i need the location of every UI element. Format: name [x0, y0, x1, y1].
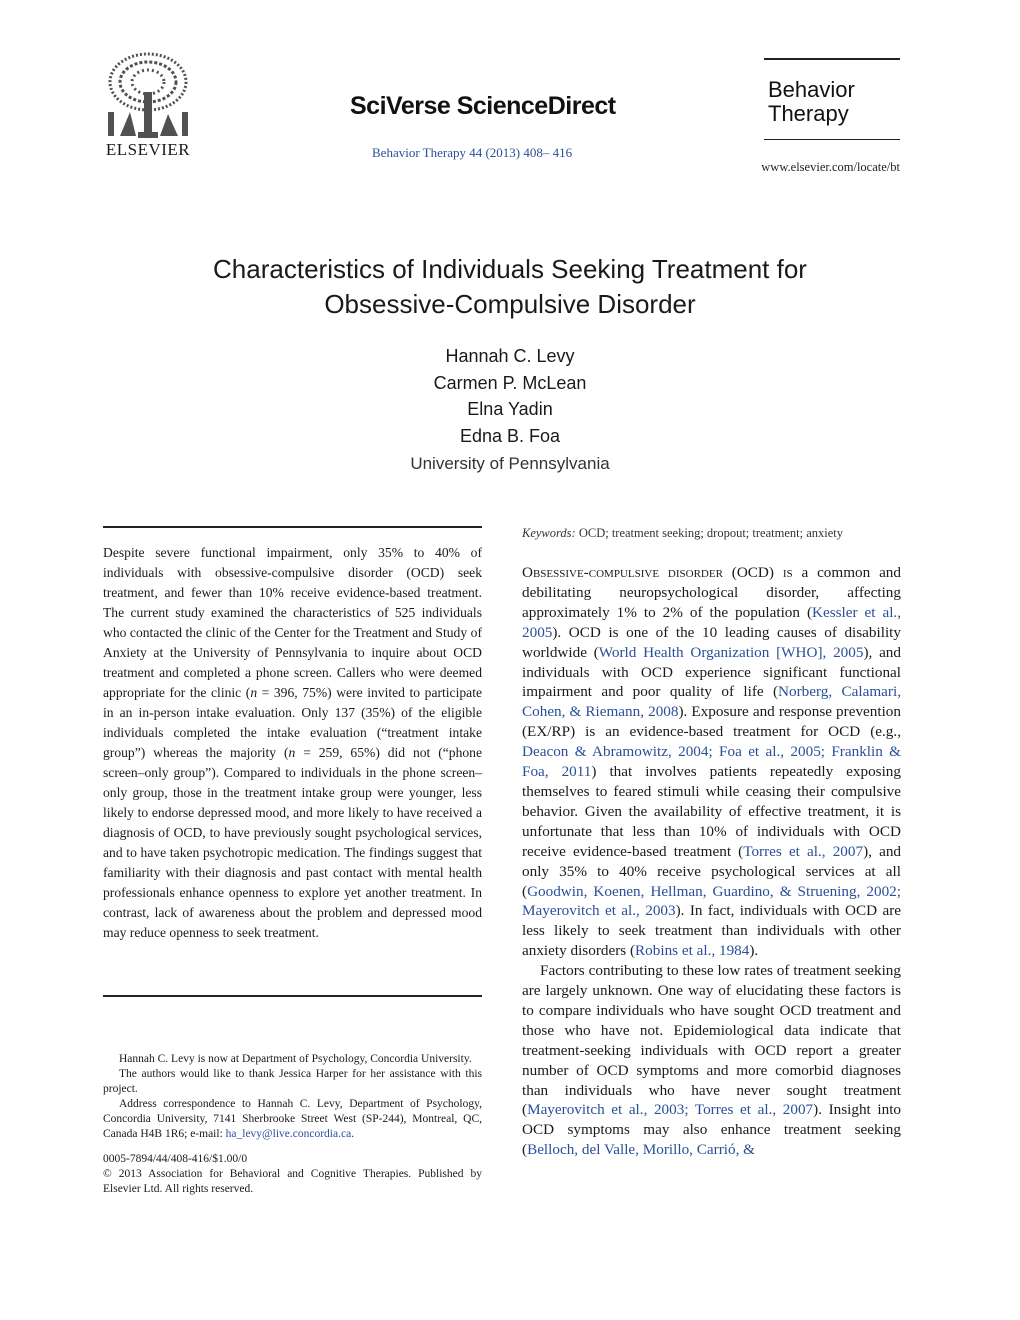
keywords-label: Keywords: — [522, 526, 576, 540]
citation-link[interactable]: Torres et al., 2007 — [743, 842, 864, 860]
body-text — [522, 563, 901, 1160]
journal-name — [768, 78, 855, 126]
author-1: Hannah C. Levy — [445, 346, 575, 366]
abstract-text: Despite severe functional impairment, only 35% to 40% of individuals with obsessive-compulsive disorder (OCD) seek treatment, and fewer than 10% receive evidence-based treatment. The current study examined the characteristics of 525 individuals who contacted the clinic of the Center for the Treatment and Study of Anxiety at the University of Pennsylvania to inquire about OCD treatment and completed a phone screen. Callers who were deemed appropriate for the clinic (n = 396, 75%) were invited to participate in an in-person intake evaluation. Only 137 (35%) of the eligible individuals completed the intake evaluation (“treatment intake group”) whereas the majority (n = 259, 65%) did not (“phone screen–only group”). Compared to individuals in the phone screen–only group, those in the treatment intake group were younger, less likely to endorse depressed mood, and more likely to have received a diagnosis of OCD, to have previously sought psychological services, and to have taken psychotropic medication. The findings suggest that familiarity with their diagnosis and past contact with mental health professionals enhance openness to explore yet another treatment. In contrast, lack of awareness about the problem and depressed mood may reduce openness to seek treatment. — [103, 545, 483, 940]
citation-link[interactable]: Robins et al., 1984 — [635, 942, 750, 960]
journal-url[interactable]: www.elsevier.com/locate/bt — [761, 160, 900, 174]
citation-link[interactable]: World Health Organization [WHO], 2005 — [598, 643, 864, 661]
journal-rule-top — [764, 58, 900, 60]
issn-line: 0005-7894/44/408-416/$1.00/0 — [103, 1153, 248, 1165]
publisher-name: ELSEVIER — [105, 140, 191, 159]
paragraph-2: Factors contributing to these low rates of treatment seeking are largely unknown. One way of elucidating these factors is to compare individuals who have sought OCD treatment and those who have not. Epidemiological data indicate that treatment-seeking individuals with OCD report a greater number of OCD symptoms and more comorbid diagnoses than individuals who have never sought treatment (Mayerovitch et al., 2003; Torres et al., 2007). Insight into OCD symptoms may also enhance treatment seeking (Belloch, del Valle, Morillo, Carrió, & — [522, 962, 902, 1159]
citation-link[interactable]: Deacon & Abramowitz, 2004; Foa et al., 2005; Franklin & Foa, 2011 — [522, 743, 901, 781]
journal-name-line1: Behavior — [768, 77, 855, 102]
keywords-list: OCD; treatment seeking; dropout; treatment; anxiety — [575, 526, 843, 540]
article-title — [100, 252, 920, 322]
journal-rule-bottom — [764, 139, 900, 140]
footnote-correspondence: Address correspondence to Hannah C. Levy, Department of Psychology, Concordia University, 7141 Sherbrooke Street West (SP-244), Montreal, QC, Canada H4B 1R6; e-mail: ha_levy@live.concordia.ca. — [103, 1098, 482, 1140]
copyright-line: © 2013 Association for Behavioral and Cognitive Therapies. Published by Elsevier Ltd. All rights reserved. — [103, 1168, 482, 1195]
abstract-rule-top — [103, 526, 482, 528]
abstract — [103, 543, 482, 943]
author-4: Edna B. Foa — [459, 426, 561, 446]
author-2: Carmen P. McLean — [433, 373, 587, 393]
citation-link[interactable]: Mayerovitch et al., 2003; Torres et al., 2007 — [527, 1101, 814, 1119]
platform-name[interactable]: SciVerse ScienceDirect — [350, 92, 616, 120]
affiliation: University of Pennsylvania — [410, 454, 610, 473]
author-3: Elna Yadin — [467, 399, 553, 419]
title-line1: Characteristics of Individuals Seeking Treatment for — [213, 254, 807, 284]
citation-link[interactable]: Goodwin, Koenen, Hellman, Guardino, & Struening, 2002; Mayerovitch et al., 2003 — [522, 882, 901, 920]
abstract-rule-bottom — [103, 995, 482, 997]
citation-link[interactable]: Norberg, Calamari, Cohen, & Riemann, 2008 — [522, 683, 901, 721]
footnote-affiliation-change: Hannah C. Levy is now at Department of Psychology, Concordia University. — [119, 1053, 472, 1065]
journal-name-line2: Therapy — [768, 101, 849, 126]
citation-link[interactable]: Kessler et al., 2005 — [522, 603, 902, 641]
footnotes — [103, 1052, 482, 1197]
keywords — [522, 526, 902, 541]
paragraph-1: Obsessive-compulsive disorder (OCD) is a common and debilitating neuropsychological disorder, affecting approximately 1% to 2% of the population (Kessler et al., 2005). OCD is one of the 10 leading causes of disability worldwide (World Health Organization [WHO], 2005), and individuals with OCD experience significant functional impairment and poor quality of life (Norberg, Calamari, Cohen, & Riemann, 2008). Exposure and response prevention (EX/RP) is an evidence-based treatment for OCD (e.g., Deacon & Abramowitz, 2004; Foa et al., 2005; Franklin & Foa, 2011) that involves patients repeatedly exposing themselves to feared stimuli while ceasing their compulsive behavior. Given the availability of effective treatment, it is unfortunate that less than 10% of individuals with OCD receive evidence-based treatment (Torres et al., 2007), and only 35% to 40% receive psychological services at all (Goodwin, Koenen, Hellman, Guardino, & Struening, 2002; Mayerovitch et al., 2003). In fact, individuals with OCD are less likely to seek treatment than individuals with other anxiety disorders (Robins et al., 1984). — [522, 564, 902, 960]
footnote-acknowledgement: The authors would like to thank Jessica Harper for her assistance with this project. — [103, 1068, 482, 1095]
title-line2: Obsessive-Compulsive Disorder — [324, 289, 696, 319]
journal-citation[interactable]: Behavior Therapy 44 (2013) 408– 416 — [372, 145, 573, 160]
email-link[interactable]: ha_levy@live.concordia.ca — [225, 1128, 352, 1140]
citation-link[interactable]: Belloch, del Valle, Morillo, Carrió, & — [527, 1141, 755, 1159]
